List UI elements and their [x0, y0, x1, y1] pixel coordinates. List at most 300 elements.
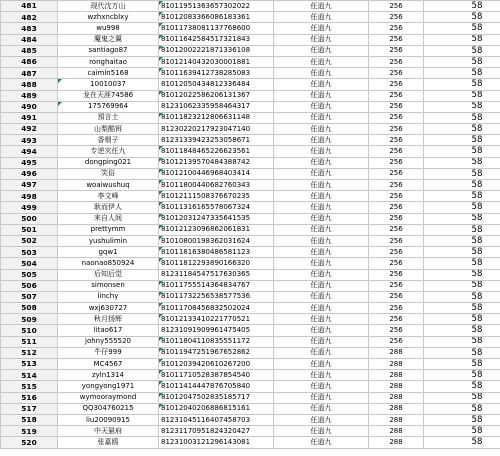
row-number-cell[interactable] [1, 235, 58, 246]
server-name: 任逍九 [310, 326, 332, 335]
account-id-cell[interactable] [159, 303, 274, 314]
value-a: 256 [389, 35, 403, 44]
value-b-cell[interactable] [424, 45, 500, 56]
table-row [1, 291, 500, 302]
player-name-cell[interactable] [58, 370, 159, 381]
value-a-cell[interactable] [369, 247, 424, 258]
value-b-cell[interactable] [424, 359, 500, 370]
server-name: 任逍九 [310, 426, 332, 435]
server-cell[interactable] [274, 235, 369, 246]
value-a-cell[interactable] [369, 124, 424, 135]
player-name-cell[interactable] [58, 392, 159, 403]
value-b-cell[interactable] [424, 34, 500, 45]
value-a-cell[interactable] [369, 359, 424, 370]
server-cell[interactable] [274, 101, 369, 112]
server-cell[interactable] [274, 258, 369, 269]
server-name: 任逍九 [310, 437, 332, 446]
value-a-cell[interactable] [369, 370, 424, 381]
value-b: 58 [471, 403, 483, 414]
row-number: 519 [21, 426, 37, 436]
row-number-cell[interactable] [1, 90, 58, 101]
server-cell[interactable] [274, 146, 369, 157]
row-number-cell[interactable] [1, 325, 58, 336]
account-id-cell[interactable] [159, 291, 274, 302]
value-a-cell[interactable] [369, 146, 424, 157]
value-b-cell[interactable] [424, 56, 500, 67]
row-number-cell[interactable] [1, 336, 58, 347]
row-number-cell[interactable] [1, 303, 58, 314]
value-a-cell[interactable] [369, 90, 424, 101]
row-number-cell[interactable] [1, 157, 58, 168]
account-id-cell[interactable] [159, 325, 274, 336]
account-id-cell[interactable] [159, 426, 274, 437]
value-a: 256 [389, 124, 403, 133]
account-id-cell[interactable] [159, 247, 274, 258]
player-name-cell[interactable] [58, 146, 159, 157]
account-id: 81012111508376670235 [161, 191, 251, 200]
account-id-cell[interactable] [159, 34, 274, 45]
server-cell[interactable] [274, 359, 369, 370]
row-number-cell[interactable] [1, 168, 58, 179]
table-row [1, 146, 500, 157]
server-cell[interactable] [274, 202, 369, 213]
value-a-cell[interactable] [369, 213, 424, 224]
server-cell[interactable] [274, 90, 369, 101]
value-b-cell[interactable] [424, 381, 500, 392]
row-number-cell[interactable] [1, 437, 58, 448]
value-a-cell[interactable] [369, 202, 424, 213]
server-cell[interactable] [274, 1, 369, 12]
value-b-cell[interactable] [424, 280, 500, 291]
row-number: 509 [21, 314, 37, 324]
value-a-cell[interactable] [369, 258, 424, 269]
account-id-cell[interactable] [159, 370, 274, 381]
server-cell[interactable] [274, 112, 369, 123]
account-id: 81231170951824320427 [161, 426, 251, 435]
row-number-cell[interactable] [1, 213, 58, 224]
value-a: 256 [389, 91, 403, 100]
value-a-cell[interactable] [369, 392, 424, 403]
value-b: 58 [471, 190, 483, 201]
row-number: 496 [21, 169, 37, 179]
account-id-cell[interactable] [159, 79, 274, 90]
value-a-cell[interactable] [369, 280, 424, 291]
server-cell[interactable] [274, 437, 369, 448]
row-number-cell[interactable] [1, 269, 58, 280]
server-cell[interactable] [274, 124, 369, 135]
account-id-cell[interactable] [159, 359, 274, 370]
value-a-cell[interactable] [369, 426, 424, 437]
value-a-cell[interactable] [369, 135, 424, 146]
player-name-cell[interactable] [58, 280, 159, 291]
server-cell[interactable] [274, 392, 369, 403]
server-cell[interactable] [274, 325, 369, 336]
server-cell[interactable] [274, 280, 369, 291]
player-name-cell[interactable] [58, 235, 159, 246]
row-number-cell[interactable] [1, 45, 58, 56]
row-number-cell[interactable] [1, 124, 58, 135]
player-name-cell[interactable] [58, 1, 159, 12]
value-b-cell[interactable] [424, 180, 500, 191]
row-number-cell[interactable] [1, 202, 58, 213]
account-id-cell[interactable] [159, 124, 274, 135]
player-name-cell[interactable] [58, 303, 159, 314]
row-number-cell[interactable] [1, 79, 58, 90]
account-id-cell[interactable] [159, 347, 274, 358]
server-cell[interactable] [274, 347, 369, 358]
player-name-cell[interactable] [58, 314, 159, 325]
value-a-cell[interactable] [369, 180, 424, 191]
server-cell[interactable] [274, 68, 369, 79]
player-name-cell[interactable] [58, 191, 159, 202]
value-a-cell[interactable] [369, 12, 424, 23]
player-name-cell[interactable] [58, 168, 159, 179]
value-a-cell[interactable] [369, 437, 424, 448]
account-id-cell[interactable] [159, 202, 274, 213]
row-number-cell[interactable] [1, 34, 58, 45]
player-name-cell[interactable] [58, 56, 159, 67]
row-number-cell[interactable] [1, 56, 58, 67]
row-number: 498 [21, 191, 37, 201]
value-a-cell[interactable] [369, 68, 424, 79]
value-b-cell[interactable] [424, 303, 500, 314]
value-a-cell[interactable] [369, 381, 424, 392]
value-b-cell[interactable] [424, 437, 500, 448]
comment-indicator-icon [159, 303, 163, 307]
account-id-cell[interactable] [159, 224, 274, 235]
player-name-cell[interactable] [58, 403, 159, 414]
value-b-cell[interactable] [424, 235, 500, 246]
account-id-cell[interactable] [159, 437, 274, 448]
account-id: 81011708456832502024 [161, 303, 251, 312]
player-name-cell[interactable] [58, 135, 159, 146]
value-a-cell[interactable] [369, 336, 424, 347]
value-b-cell[interactable] [424, 157, 500, 168]
account-id-cell[interactable] [159, 414, 274, 425]
server-name: 任逍九 [310, 191, 332, 200]
value-a-cell[interactable] [369, 112, 424, 123]
account-id-cell[interactable] [159, 269, 274, 280]
value-b: 58 [471, 56, 483, 67]
row-number-cell[interactable] [1, 101, 58, 112]
player-name: 山梨酷铒 [94, 124, 122, 133]
player-name-cell[interactable] [58, 258, 159, 269]
row-number-cell[interactable] [1, 224, 58, 235]
server-name: 任逍九 [310, 337, 332, 346]
row-number-cell[interactable] [1, 280, 58, 291]
player-name-cell[interactable] [58, 336, 159, 347]
player-name-cell[interactable] [58, 247, 159, 258]
value-a: 256 [389, 147, 403, 156]
server-cell[interactable] [274, 79, 369, 90]
value-b-cell[interactable] [424, 336, 500, 347]
value-b: 58 [471, 157, 483, 168]
server-cell[interactable] [274, 135, 369, 146]
account-id-cell[interactable] [159, 56, 274, 67]
player-name-cell[interactable] [58, 213, 159, 224]
value-a-cell[interactable] [369, 157, 424, 168]
row-number-cell[interactable] [1, 291, 58, 302]
server-cell[interactable] [274, 45, 369, 56]
player-name-cell[interactable] [58, 269, 159, 280]
player-name-cell[interactable] [58, 325, 159, 336]
value-b-cell[interactable] [424, 370, 500, 381]
row-number-cell[interactable] [1, 135, 58, 146]
value-a-cell[interactable] [369, 1, 424, 12]
row-number-cell[interactable] [1, 414, 58, 425]
player-name-cell[interactable] [58, 224, 159, 235]
value-a-cell[interactable] [369, 303, 424, 314]
value-b-cell[interactable] [424, 12, 500, 23]
server-cell[interactable] [274, 224, 369, 235]
value-a-cell[interactable] [369, 269, 424, 280]
player-name-cell[interactable] [58, 68, 159, 79]
row-number-cell[interactable] [1, 247, 58, 258]
account-id-cell[interactable] [159, 314, 274, 325]
comment-indicator-icon [159, 202, 163, 206]
account-id-cell[interactable] [159, 191, 274, 202]
value-a: 288 [389, 359, 403, 368]
table-row [1, 392, 500, 403]
player-name-cell[interactable] [58, 101, 159, 112]
server-name: 任逍九 [310, 370, 332, 379]
value-b-cell[interactable] [424, 403, 500, 414]
player-name-cell[interactable] [58, 437, 159, 448]
row-number: 493 [21, 135, 37, 145]
table-row [1, 414, 500, 425]
row-number-cell[interactable] [1, 23, 58, 34]
value-b-cell[interactable] [424, 202, 500, 213]
account-id-cell[interactable] [159, 381, 274, 392]
server-cell[interactable] [274, 381, 369, 392]
value-b: 58 [471, 258, 483, 269]
server-cell[interactable] [274, 303, 369, 314]
account-id: 81011951363657302022 [161, 1, 251, 10]
value-a-cell[interactable] [369, 191, 424, 202]
server-cell[interactable] [274, 269, 369, 280]
player-name-cell[interactable] [58, 347, 159, 358]
account-id-cell[interactable] [159, 392, 274, 403]
account-id-cell[interactable] [159, 180, 274, 191]
value-b-cell[interactable] [424, 392, 500, 403]
value-a-cell[interactable] [369, 347, 424, 358]
player-name-cell[interactable] [58, 202, 159, 213]
value-b: 58 [471, 325, 483, 336]
value-b-cell[interactable] [424, 79, 500, 90]
row-number-cell[interactable] [1, 347, 58, 358]
player-name: 預言士 [97, 113, 119, 122]
server-cell[interactable] [274, 414, 369, 425]
row-number-cell[interactable] [1, 180, 58, 191]
player-name-cell[interactable] [58, 112, 159, 123]
player-name-cell[interactable] [58, 23, 159, 34]
account-id-cell[interactable] [159, 23, 274, 34]
server-name: 任逍九 [310, 348, 332, 357]
row-number-cell[interactable] [1, 403, 58, 414]
server-name: 任逍九 [310, 113, 332, 122]
value-a-cell[interactable] [369, 45, 424, 56]
value-a-cell[interactable] [369, 291, 424, 302]
value-a-cell[interactable] [369, 56, 424, 67]
value-a-cell[interactable] [369, 235, 424, 246]
value-b-cell[interactable] [424, 168, 500, 179]
server-cell[interactable] [274, 403, 369, 414]
server-cell[interactable] [274, 180, 369, 191]
server-cell[interactable] [274, 213, 369, 224]
value-a: 288 [389, 437, 403, 446]
row-number-cell[interactable] [1, 191, 58, 202]
value-a-cell[interactable] [369, 101, 424, 112]
server-cell[interactable] [274, 23, 369, 34]
value-a: 256 [389, 158, 403, 167]
player-name-cell[interactable] [58, 124, 159, 135]
value-b-cell[interactable] [424, 124, 500, 135]
comment-indicator-icon [58, 102, 62, 106]
account-id-cell[interactable] [159, 235, 274, 246]
account-id-cell[interactable] [159, 280, 274, 291]
account-id-cell[interactable] [159, 68, 274, 79]
row-number-cell[interactable] [1, 12, 58, 23]
server-cell[interactable] [274, 191, 369, 202]
value-b-cell[interactable] [424, 426, 500, 437]
value-a-cell[interactable] [369, 168, 424, 179]
player-name-cell[interactable] [58, 79, 159, 90]
account-id-cell[interactable] [159, 403, 274, 414]
account-id-cell[interactable] [159, 1, 274, 12]
player-name-cell[interactable] [58, 180, 159, 191]
player-name-cell[interactable] [58, 12, 159, 23]
value-b-cell[interactable] [424, 325, 500, 336]
value-a: 256 [389, 180, 403, 189]
value-a-cell[interactable] [369, 79, 424, 90]
player-name-cell[interactable] [58, 157, 159, 168]
account-id-cell[interactable] [159, 336, 274, 347]
value-b-cell[interactable] [424, 347, 500, 358]
account-id-cell[interactable] [159, 12, 274, 23]
server-cell[interactable] [274, 314, 369, 325]
server-cell[interactable] [274, 370, 369, 381]
value-a-cell[interactable] [369, 224, 424, 235]
account-id-cell[interactable] [159, 90, 274, 101]
value-b-cell[interactable] [424, 213, 500, 224]
table-row [1, 426, 500, 437]
account-id-cell[interactable] [159, 146, 274, 157]
account-id-cell[interactable] [159, 112, 274, 123]
comment-indicator-icon [159, 169, 163, 173]
value-a: 256 [389, 337, 403, 346]
player-name-cell[interactable] [58, 291, 159, 302]
server-cell[interactable] [274, 247, 369, 258]
value-a-cell[interactable] [369, 414, 424, 425]
player-name-cell[interactable] [58, 45, 159, 56]
row-number-cell[interactable] [1, 381, 58, 392]
row-number-cell[interactable] [1, 146, 58, 157]
value-a-cell[interactable] [369, 34, 424, 45]
value-a: 288 [389, 393, 403, 402]
value-b-cell[interactable] [424, 90, 500, 101]
player-name-cell[interactable] [58, 90, 159, 101]
value-b-cell[interactable] [424, 314, 500, 325]
account-id-cell[interactable] [159, 213, 274, 224]
server-cell[interactable] [274, 336, 369, 347]
comment-indicator-icon [159, 247, 163, 251]
account-id-cell[interactable] [159, 45, 274, 56]
row-number: 516 [21, 392, 37, 402]
value-b-cell[interactable] [424, 112, 500, 123]
server-cell[interactable] [274, 168, 369, 179]
server-cell[interactable] [274, 291, 369, 302]
server-cell[interactable] [274, 12, 369, 23]
player-name-cell[interactable] [58, 426, 159, 437]
player-name: simonsen [91, 281, 125, 290]
value-b-cell[interactable] [424, 1, 500, 12]
server-cell[interactable] [274, 157, 369, 168]
account-id: 81012123096862061831 [161, 225, 251, 234]
player-name-cell[interactable] [58, 414, 159, 425]
value-b-cell[interactable] [424, 269, 500, 280]
row-number-cell[interactable] [1, 426, 58, 437]
value-a-cell[interactable] [369, 23, 424, 34]
table-row [1, 135, 500, 146]
value-a: 256 [389, 169, 403, 178]
player-name-cell[interactable] [58, 381, 159, 392]
server-cell[interactable] [274, 34, 369, 45]
row-number-cell[interactable] [1, 1, 58, 12]
server-cell[interactable] [274, 426, 369, 437]
value-b-cell[interactable] [424, 68, 500, 79]
player-name-cell[interactable] [58, 34, 159, 45]
value-a-cell[interactable] [369, 314, 424, 325]
player-name: caimin5168 [87, 68, 129, 77]
row-number-cell[interactable] [1, 258, 58, 269]
value-b-cell[interactable] [424, 291, 500, 302]
account-id-cell[interactable] [159, 258, 274, 269]
row-number-cell[interactable] [1, 392, 58, 403]
value-b-cell[interactable] [424, 146, 500, 157]
row-number-cell[interactable] [1, 370, 58, 381]
player-name: dongping021 [84, 158, 132, 167]
value-b-cell[interactable] [424, 247, 500, 258]
value-b-cell[interactable] [424, 258, 500, 269]
value-b: 58 [471, 67, 483, 78]
value-b-cell[interactable] [424, 101, 500, 112]
row-number-cell[interactable] [1, 68, 58, 79]
row-number-cell[interactable] [1, 314, 58, 325]
value-b-cell[interactable] [424, 191, 500, 202]
value-a-cell[interactable] [369, 403, 424, 414]
account-id-cell[interactable] [159, 157, 274, 168]
value-b-cell[interactable] [424, 414, 500, 425]
account-id-cell[interactable] [159, 135, 274, 146]
account-id-cell[interactable] [159, 168, 274, 179]
value-a-cell[interactable] [369, 325, 424, 336]
comment-indicator-icon [159, 348, 163, 352]
account-id-cell[interactable] [159, 101, 274, 112]
value-b: 58 [471, 302, 483, 313]
value-b-cell[interactable] [424, 23, 500, 34]
player-name-cell[interactable] [58, 359, 159, 370]
row-number: 506 [21, 281, 37, 291]
value-a: 288 [389, 381, 403, 390]
value-b-cell[interactable] [424, 224, 500, 235]
row-number-cell[interactable] [1, 112, 58, 123]
row-number-cell[interactable] [1, 359, 58, 370]
value-a: 256 [389, 314, 403, 323]
value-a: 256 [389, 281, 403, 290]
account-id: 81012002221871336108 [161, 46, 251, 55]
server-cell[interactable] [274, 56, 369, 67]
value-b-cell[interactable] [424, 135, 500, 146]
